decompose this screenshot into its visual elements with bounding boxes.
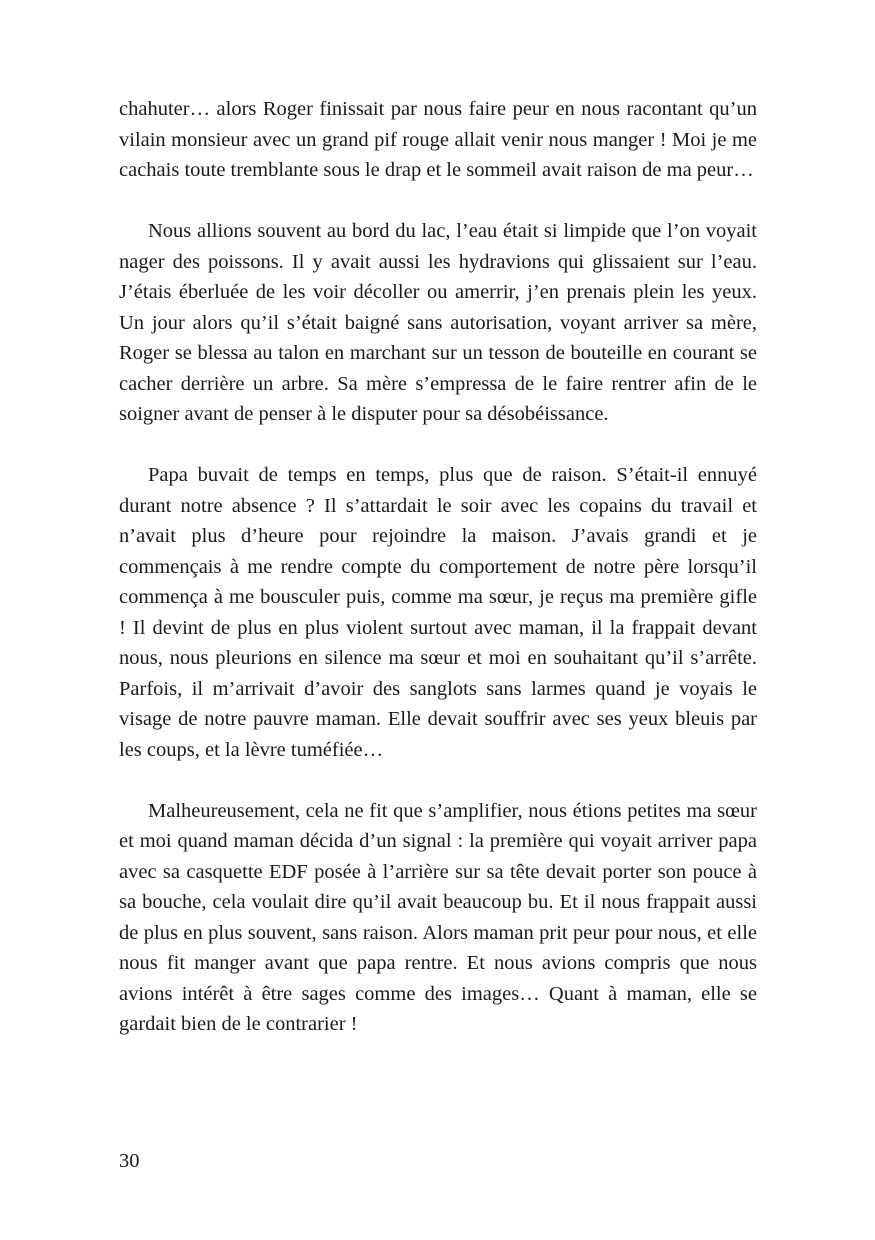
paragraph-4: Malheureusement, cela ne fit que s’amplifier, nous étions petites ma sœur et moi quand maman décida d’un signal : la première qui voyait arriver papa avec sa casquette EDF posée à l’arrière sur sa tête devait porter son pouce à sa bouche, cela voulait dire qu’il avait beaucoup bu. Et il nous frappait aussi de plus en plus souvent, sans raison. Alors maman prit peur pour nous, et elle nous fit manger avant que papa rentre. Et nous avions compris que nous avions intérêt à être sages comme des images… Quant à maman, elle se gardait bien de le contrarier ! — [119, 799, 757, 1035]
paragraph-2: Nous allions souvent au bord du lac, l’eau était si limpide que l’on voyait nager des poissons. Il y avait aussi les hydravions qui glissaient sur l’eau. J’étais éberluée de les voir décoller ou amerrir, j’en prenais plein les yeux. Un jour alors qu’il s’était baigné sans autorisation, voyant arriver sa mère, Roger se blessa au talon en marchant sur un tesson de bouteille en courant se cacher derrière un arbre. Sa mère s’empressa de le faire rentrer afin de le soigner avant de penser à le disputer pour sa désobéissance. — [119, 220, 757, 425]
paragraph-3: Papa buvait de temps en temps, plus que de raison. S’était-il ennuyé durant notre absence ? Il s’attardait le soir avec les copains du travail et n’avait plus d’heure pour rejoindre la maison. J’avais grandi et je commençais à me rendre compte du comportement de notre père lorsqu’il commença à me bousculer puis, comme ma sœur, je reçus ma première gifle ! Il devint de plus en plus violent surtout avec maman, il la frappait devant nous, nous pleurions en silence ma sœur et moi en souhaitant qu’il s’arrête. Parfois, il m’arrivait d’avoir des sanglots sans larmes quand je voyais le visage de notre pauvre maman. Elle devait souffrir avec ses yeux bleuis par les coups, et la lèvre tuméfiée… — [119, 464, 757, 761]
page-number: 30 — [119, 1150, 140, 1172]
body-text — [119, 94, 757, 1040]
paragraph-1: chahuter… alors Roger finissait par nous faire peur en nous racontant qu’un vilain monsieur avec un grand pif rouge allait venir nous manger ! Moi je me cachais toute tremblante sous le drap et le sommeil avait raison de ma peur… — [119, 98, 757, 181]
